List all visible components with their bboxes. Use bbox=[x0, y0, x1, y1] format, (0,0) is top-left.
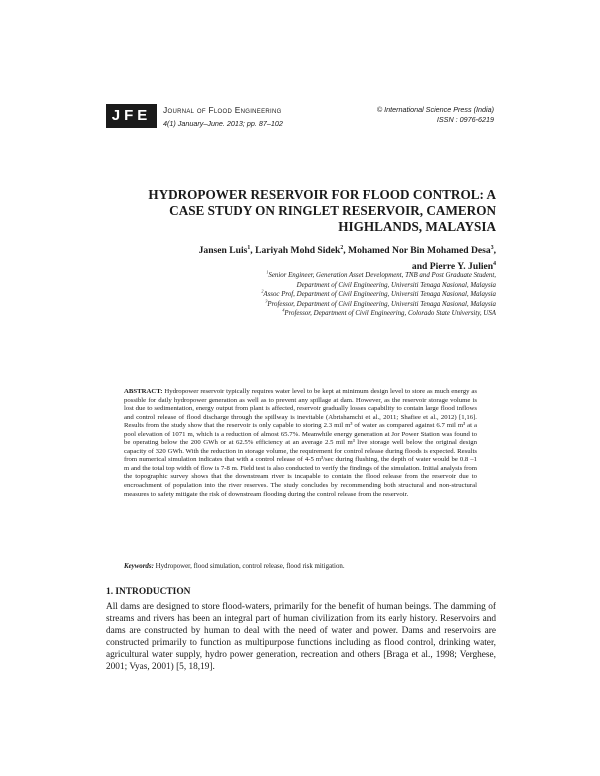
publisher-info bbox=[377, 105, 494, 125]
keywords-label: Keywords: bbox=[124, 563, 154, 570]
section-heading: 1. INTRODUCTION bbox=[106, 587, 191, 597]
abstract-label: ABSTRACT: bbox=[124, 388, 163, 395]
affiliation-num: 3 bbox=[265, 298, 268, 304]
author-sep: , bbox=[493, 245, 496, 256]
author-sup: 1 bbox=[247, 244, 251, 251]
affiliation-num: 4 bbox=[282, 308, 285, 314]
abstract bbox=[124, 388, 477, 499]
affiliation bbox=[100, 271, 496, 281]
affiliation bbox=[100, 281, 496, 291]
author-name: , Mohamed Nor Bin Mohamed Desa bbox=[343, 245, 491, 256]
affiliation-text: Professor, Department of Civil Engineering, Colorado State University, USA bbox=[284, 310, 496, 318]
author-line bbox=[100, 243, 496, 259]
journal-issue: 4(1) January–June. 2013; pp. 87–102 bbox=[163, 119, 283, 128]
author-name: , Lariyah Mohd Sidek bbox=[250, 245, 341, 256]
author-name: and Pierre Y. Julien bbox=[411, 261, 494, 272]
abstract-text: Hydropower reservoir typically requires water level to be kept at minimum design level to store as much energy as possible for daily hydropower generation as well as to prevent any spillage at dam. However, as the reservoir storage volume is lost due to sedimentation, energy output from plant is affected, reservoir gradually losses capability to contain large flood inflows and control release of flood discharge through the spillway is inevitable (Abrishamchi et al., 2011; Shafiee et al., 2012) [1,16]. Results from the study show that the reservoir is only capable to storing 2.3 mil m³ of water as compared against 6.7 mil m³ at a pool elevation of 1071 m, which is a reduction of almost 65.7%. Meanwhile energy generation at Jor Power Station was found to be operating below the 200 GWh or at 62.5% efficiency at an average 2.5 mil m³ live storage well below the original design capacity of 320 GWh. With the reduction in storage volume, the requirement for control release during floods is expected. Results from numerical simulation indicates that with a control release of 4-5 m³/sec during flushing, the depth of water would be 0.8 –1 m and the total top width of flow is 7-8 m. Field test is also conducted to verify the findings of the simulation. Initial analysis from the topographic survey shows that the downstream river is incapable to contain the flood release from the reservoir due to encroachment of population into the river reserves. The study concludes by recommending both structural and non-structural measures to safety mitigate the risk of downstream flooding during the control release from the reservoir. bbox=[124, 388, 478, 498]
keywords bbox=[124, 563, 477, 570]
author-sup: 2 bbox=[340, 244, 344, 251]
author-name: Jansen Luis bbox=[198, 245, 248, 256]
affiliation-num: 2 bbox=[261, 288, 264, 294]
copyright-line: © International Science Press (India) bbox=[376, 105, 494, 114]
affiliation-text: Senior Engineer, Generation Asset Development, TNB and Post Graduate Student, bbox=[268, 272, 496, 279]
affiliation-text: Professor, Department of Civil Engineering, Universiti Tenaga Nasional, Malaysia bbox=[267, 300, 496, 308]
affiliation-text: Department of Civil Engineering, Universiti Tenaga Nasional, Malaysia bbox=[296, 281, 496, 289]
affiliation bbox=[100, 290, 496, 300]
affiliation bbox=[100, 309, 496, 319]
affiliations bbox=[100, 271, 496, 319]
title-line: HYDROPOWER RESERVOIR FOR FLOOD CONTROL: A bbox=[148, 187, 496, 202]
journal-name: Journal of Flood Engineering bbox=[163, 105, 282, 115]
affiliation-text: Assoc Prof, Department of Civil Engineering, Universiti Tenaga Nasional, Malaysia bbox=[263, 291, 496, 299]
keywords-text: Hydropower, flood simulation, control release, flood risk mitigation. bbox=[155, 563, 345, 570]
author-sup: 4 bbox=[493, 260, 496, 267]
title-line: HIGHLANDS, MALAYSIA bbox=[338, 219, 496, 234]
section-body: All dams are designed to store flood-waters, primarily for the benefit of human beings. The damming of streams and rivers has been an integral part of human civilization from its early history. Reservoirs and dams are constructed by human to deal with the need of water and power. Dams and reservoirs are constructed primarily to function as multipurpose functions including as flood control, drinking water, agricultural water supply, hydro power generation, recreation and others [Braga et al., 1998; Verghese, 2001; Vyas, 2001) [5, 18,19]. bbox=[106, 602, 496, 672]
affiliation bbox=[100, 300, 496, 310]
journal-logo: JFE bbox=[106, 104, 157, 128]
title-line: CASE STUDY ON RINGLET RESERVOIR, CAMERON bbox=[169, 203, 496, 218]
issn-line: ISSN : 0976-6219 bbox=[436, 115, 494, 124]
paper-title bbox=[100, 187, 496, 235]
affiliation-num: 1 bbox=[266, 269, 269, 275]
author-sup: 3 bbox=[490, 244, 494, 251]
